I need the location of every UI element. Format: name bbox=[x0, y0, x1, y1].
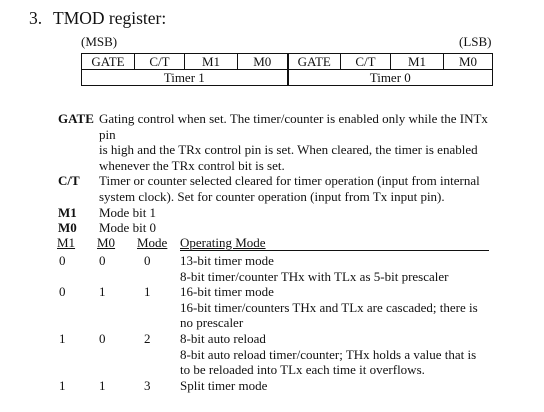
operating-mode-line: 8-bit auto reload bbox=[180, 330, 266, 346]
cell-m0: 0 bbox=[99, 252, 106, 268]
cell-m1: 1 bbox=[59, 330, 66, 346]
definition-text bbox=[99, 220, 488, 236]
operating-mode-line: to be reloaded into TLx each time it overflows. bbox=[180, 362, 425, 378]
definition-term: M1 bbox=[58, 204, 77, 220]
definition-term: C/T bbox=[58, 173, 80, 189]
operating-mode-line: 8-bit timer/counter THx with TLx as 5-bit prescaler bbox=[180, 268, 449, 284]
cell-operating-mode bbox=[180, 251, 489, 285]
definition-line: Gating control when set. The timer/counter is enabled only while the INTx pin bbox=[99, 111, 488, 142]
table-row bbox=[57, 378, 489, 394]
register-group-row bbox=[82, 70, 493, 86]
definition-text bbox=[99, 205, 488, 221]
bit-definitions bbox=[58, 111, 488, 236]
definition-m0 bbox=[58, 220, 488, 236]
operating-mode-line: 8-bit auto reload timer/counter; THx holds a value that is bbox=[180, 346, 477, 362]
cell-mode: 0 bbox=[144, 252, 151, 268]
cell-mode: 3 bbox=[144, 377, 151, 393]
operating-mode-line: Split timer mode bbox=[180, 377, 268, 393]
bit-cell-timer1-gate: GATE bbox=[82, 54, 135, 70]
bit-cell-timer1-m1: M1 bbox=[185, 54, 238, 70]
operating-mode-line: 16-bit timer mode bbox=[180, 284, 274, 300]
cell-m0: 1 bbox=[99, 284, 106, 300]
definition-term: GATE bbox=[58, 111, 94, 126]
header-mode: Mode bbox=[137, 235, 168, 251]
bit-cell-timer0-m0: M0 bbox=[444, 54, 493, 70]
group-timer1: Timer 1 bbox=[82, 70, 288, 86]
header-m1: M1 bbox=[57, 235, 76, 251]
group-timer0: Timer 0 bbox=[288, 70, 493, 86]
lsb-label: (LSB) bbox=[459, 34, 492, 49]
definition-m1 bbox=[58, 205, 488, 221]
bit-cell-timer0-m1: M1 bbox=[391, 54, 444, 70]
header-m0: M0 bbox=[97, 235, 116, 251]
operating-mode-line: 16-bit timer/counters THx and TLx are cascaded; there is bbox=[180, 299, 478, 315]
table-row bbox=[57, 284, 489, 331]
table-row bbox=[57, 251, 489, 285]
cell-mode: 1 bbox=[144, 284, 151, 300]
bit-cell-timer1-m0: M0 bbox=[238, 54, 288, 70]
table-row bbox=[57, 331, 489, 378]
operating-modes-table bbox=[57, 235, 489, 393]
cell-m1: 0 bbox=[59, 284, 66, 300]
operating-mode-line: no prescaler bbox=[180, 315, 244, 331]
definition-ct bbox=[58, 173, 488, 204]
cell-m1: 1 bbox=[59, 377, 66, 393]
section-title: TMOD register: bbox=[53, 8, 167, 28]
modes-header-row bbox=[57, 235, 489, 251]
cell-operating-mode bbox=[180, 284, 489, 331]
definition-line: system clock). Set for counter operation (input from Tx input pin). bbox=[99, 188, 445, 204]
cell-mode: 2 bbox=[144, 330, 151, 346]
cell-m0: 0 bbox=[99, 330, 106, 346]
cell-m1: 0 bbox=[59, 252, 66, 268]
operating-mode-line: 13-bit timer mode bbox=[180, 253, 274, 268]
header-operating-mode: Operating Mode bbox=[180, 235, 489, 251]
cell-operating-mode bbox=[180, 378, 489, 394]
definition-line: Timer or counter selected cleared for timer operation (input from internal bbox=[99, 173, 480, 189]
definition-line: Mode bit 0 bbox=[99, 220, 157, 236]
definition-line: is high and the TRx control pin is set. When cleared, the timer is enabled bbox=[99, 142, 478, 158]
msb-label: (MSB) bbox=[81, 34, 118, 49]
definition-term: M0 bbox=[58, 220, 77, 236]
bit-cell-timer1-ct: C/T bbox=[135, 54, 185, 70]
definition-line: Mode bit 1 bbox=[99, 204, 157, 220]
bit-cell-timer0-gate: GATE bbox=[288, 54, 341, 70]
definition-line: whenever the TRx control bit is set. bbox=[99, 157, 285, 173]
definition-text bbox=[99, 111, 488, 173]
section-number: 3. bbox=[29, 8, 43, 28]
cell-operating-mode bbox=[180, 331, 489, 378]
tmod-register-diagram bbox=[81, 53, 493, 86]
definition-gate bbox=[58, 111, 488, 173]
bit-cell-timer0-ct: C/T bbox=[341, 54, 391, 70]
register-bit-row bbox=[82, 54, 493, 70]
cell-m0: 1 bbox=[99, 377, 106, 393]
section-heading bbox=[29, 8, 166, 29]
definition-text bbox=[99, 173, 488, 204]
